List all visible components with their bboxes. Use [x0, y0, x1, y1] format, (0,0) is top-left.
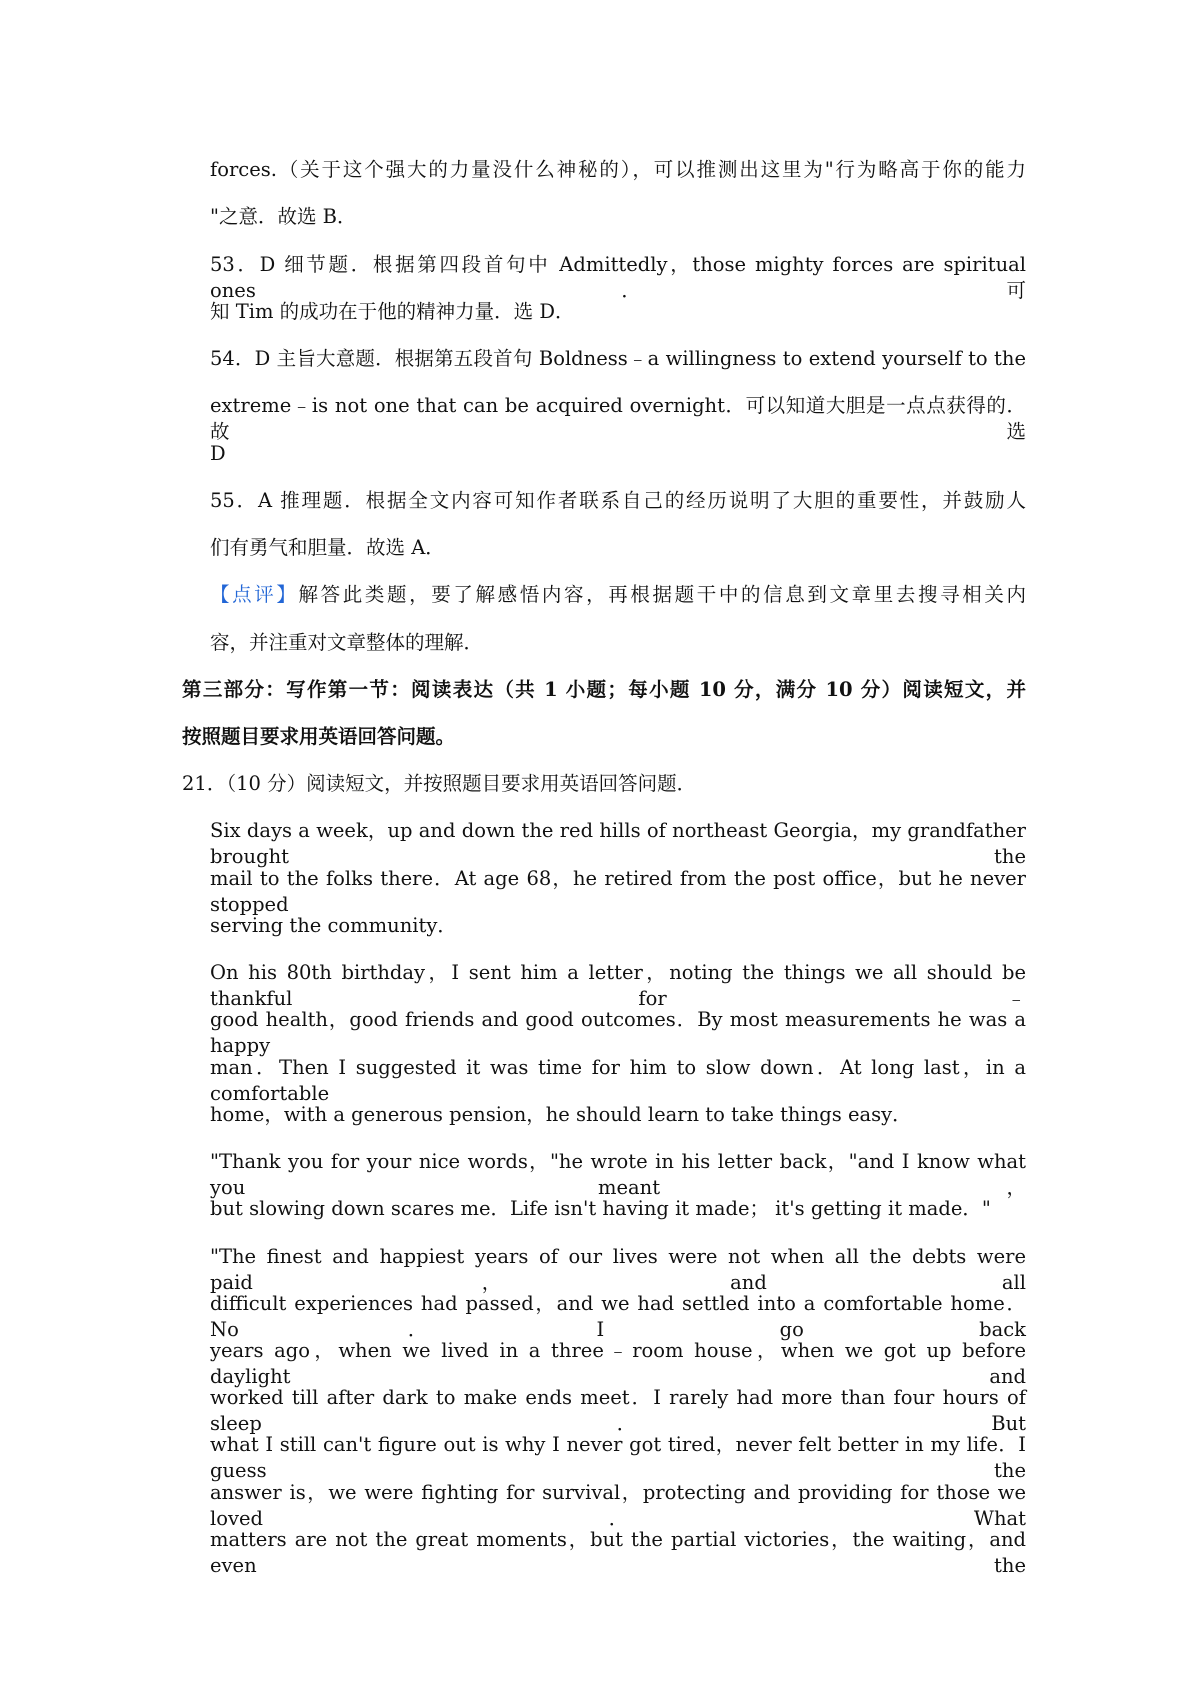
comment-text-1: 解答此类题，要了解感悟内容，再根据题干中的信息到文章里去搜寻相关内 — [298, 583, 1026, 606]
passage-line-16: matters are not the great moments，but the partial victories，the waiting，and even the — [210, 1528, 1026, 1577]
answer-53-line-1: 53．D 细节题．根据第四段首句中 Admittedly，those mighty forces are spiritual ones．可 — [210, 253, 1026, 302]
passage-line-4: On his 80th birthday，I sent him a letter，noting the things we all should be thankful for﹣ — [210, 961, 1026, 1010]
passage-line-3: serving the community． — [210, 914, 457, 937]
passage-line-12: years ago，when we lived in a three﹣room house，when we got up before daylight and — [210, 1339, 1026, 1388]
passage-line-10: "The finest and happiest years of our lives were not when all the debts were paid，and all — [210, 1245, 1026, 1294]
answer-54-line-3: D — [210, 442, 226, 465]
answer-54-line-1: 54．D 主旨大意题．根据第五段首句 Boldness﹣a willingness to extend yourself to the — [210, 347, 1026, 370]
passage-line-6: man．Then I suggested it was time for him to slow down．At long last，in a comfortable — [210, 1056, 1026, 1105]
comment-line-2: 容，并注重对文章整体的理解． — [210, 631, 484, 654]
comment-label: 【点评】 — [210, 583, 299, 606]
passage-line-1: Six days a week，up and down the red hills of northeast Georgia，my grandfather brought the — [210, 819, 1026, 868]
answer-54-line-2: extreme﹣is not one that can be acquired overnight．可以知道大胆是一点点获得的．故选 — [210, 394, 1026, 443]
answer-55-line-1: 55．A 推理题．根据全文内容可知作者联系自己的经历说明了大胆的重要性，并鼓励人 — [210, 489, 1026, 512]
passage-line-8: "Thank you for your nice words，"he wrote in his letter back，"and I know what you meant， — [210, 1150, 1026, 1199]
passage-line-9: but slowing down scares me．Life isn't having it made； it's getting it made．" — [210, 1197, 991, 1220]
answer-52-line-1: forces.（关于这个强大的力量没什么神秘的），可以推测出这里为"行为略高于你的能力 — [210, 158, 1026, 181]
passage-line-5: good health，good friends and good outcomes．By most measurements he was a happy — [210, 1008, 1026, 1057]
passage-line-15: answer is，we were fighting for survival，protecting and providing for those we loved．What — [210, 1481, 1026, 1530]
passage-line-7: home，with a generous pension，he should learn to take things easy． — [210, 1103, 912, 1126]
passage-line-13: worked till after dark to make ends meet．I rarely had more than four hours of sleep．But — [210, 1386, 1026, 1435]
answer-53-line-2: 知 Tim 的成功在于他的精神力量．选 D． — [210, 300, 575, 323]
answer-55-line-2: 们有勇气和胆量．故选 A． — [210, 536, 445, 559]
section-3-heading-line-1: 第三部分：写作第一节：阅读表达（共 1 小题；每小题 10 分，满分 10 分）阅读短文，并 — [182, 678, 1026, 701]
passage-line-14: what I still can't figure out is why I never got tired，never felt better in my life．I guess the — [210, 1433, 1026, 1482]
answer-52-line-2: "之意．故选 B． — [210, 205, 357, 228]
section-3-heading-line-2: 按照题目要求用英语回答问题。 — [182, 725, 456, 748]
question-21: 21．（10 分）阅读短文，并按照题目要求用英语回答问题． — [182, 772, 697, 795]
passage-line-2: mail to the folks there．At age 68，he retired from the post office，but he never stopped — [210, 867, 1026, 916]
comment-line-1 — [210, 582, 1026, 608]
passage-line-11: difficult experiences had passed，and we had settled into a comfortable home．No．I go back — [210, 1292, 1026, 1341]
